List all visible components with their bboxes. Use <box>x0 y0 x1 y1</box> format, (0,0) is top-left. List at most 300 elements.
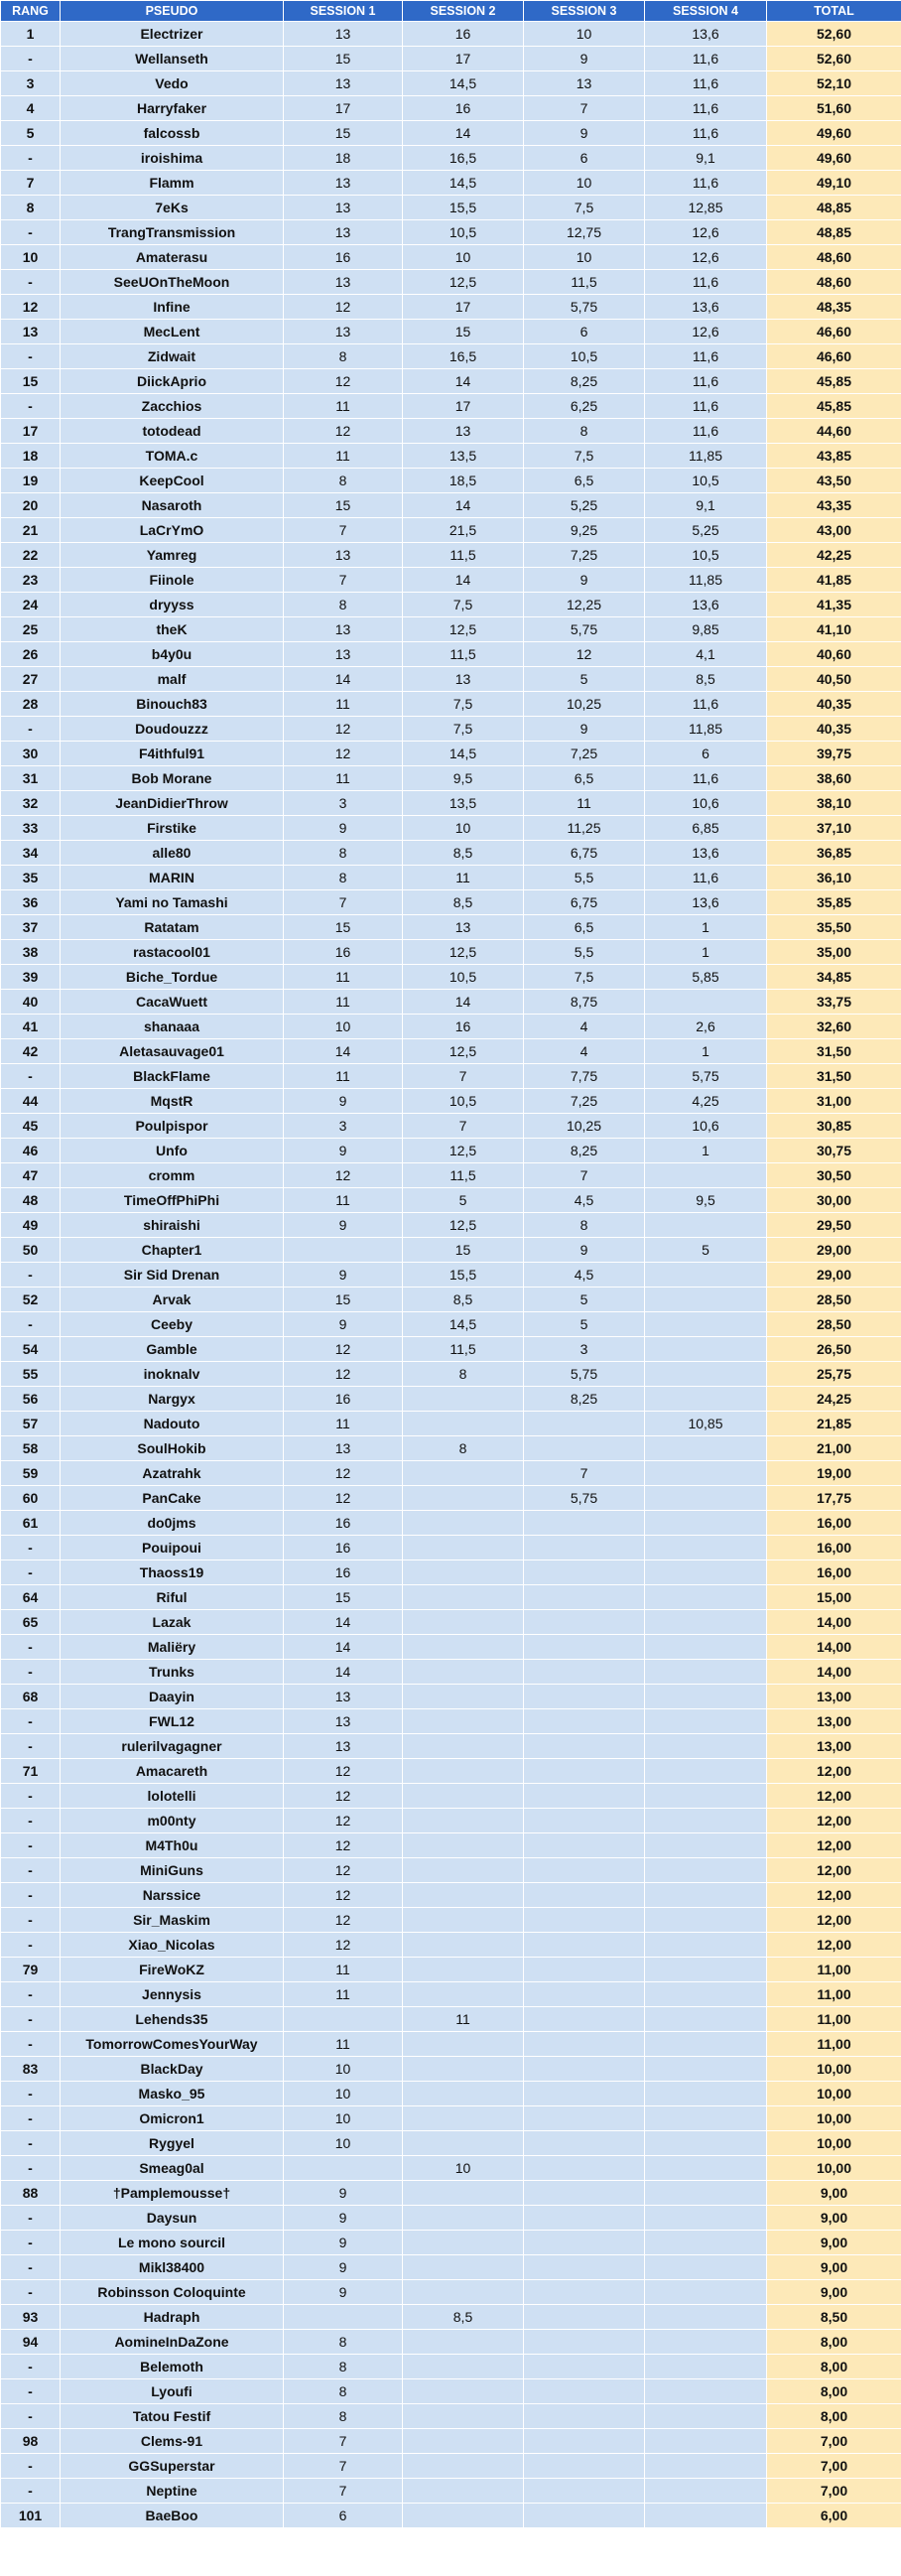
session-1-cell: 13 <box>284 270 403 295</box>
table-row <box>1 2255 901 2280</box>
pseudo-cell: Hadraph <box>61 2305 284 2330</box>
session-3-cell <box>524 2181 645 2206</box>
session-4-cell <box>645 1635 767 1660</box>
session-1-cell: 9 <box>284 1312 403 1337</box>
session-4-cell <box>645 1312 767 1337</box>
session-4-cell: 13,6 <box>645 593 767 617</box>
session-2-cell: 14 <box>403 990 524 1015</box>
pseudo-cell: Ceeby <box>61 1312 284 1337</box>
table-row <box>1 791 901 816</box>
rang-cell: 49 <box>1 1213 61 1238</box>
session-1-cell: 11 <box>284 1188 403 1213</box>
session-4-cell: 12,6 <box>645 245 767 270</box>
pseudo-cell: CacaWuett <box>61 990 284 1015</box>
session-2-cell: 12,5 <box>403 940 524 965</box>
table-row <box>1 1933 901 1958</box>
session-4-cell: 10,6 <box>645 791 767 816</box>
total-cell: 6,00 <box>767 2504 901 2528</box>
table-row <box>1 1709 901 1734</box>
session-2-cell: 9,5 <box>403 766 524 791</box>
session-1-cell: 9 <box>284 1213 403 1238</box>
rang-cell: 48 <box>1 1188 61 1213</box>
session-4-cell <box>645 2404 767 2429</box>
pseudo-cell: JeanDidierThrow <box>61 791 284 816</box>
rang-cell: 19 <box>1 469 61 493</box>
rang-cell: - <box>1 2007 61 2032</box>
total-cell: 8,00 <box>767 2404 901 2429</box>
session-2-cell <box>403 1660 524 1685</box>
session-4-cell <box>645 1436 767 1461</box>
session-2-cell <box>403 1709 524 1734</box>
pseudo-cell: Nargyx <box>61 1387 284 1412</box>
pseudo-cell: Nasaroth <box>61 493 284 518</box>
session-3-cell: 6,75 <box>524 841 645 866</box>
session-3-cell: 5,75 <box>524 1486 645 1511</box>
session-4-cell <box>645 1858 767 1883</box>
total-cell: 8,00 <box>767 2330 901 2355</box>
pseudo-cell: shiraishi <box>61 1213 284 1238</box>
total-cell: 32,60 <box>767 1015 901 1039</box>
session-2-cell <box>403 1560 524 1585</box>
session-1-cell: 11 <box>284 444 403 469</box>
table-row <box>1 469 901 493</box>
pseudo-cell: PanCake <box>61 1486 284 1511</box>
rang-cell: - <box>1 1883 61 1908</box>
pseudo-cell: Firstike <box>61 816 284 841</box>
total-cell: 44,60 <box>767 419 901 444</box>
pseudo-cell: alle80 <box>61 841 284 866</box>
session-3-cell: 7,25 <box>524 543 645 568</box>
session-1-cell: 13 <box>284 543 403 568</box>
pseudo-cell: Wellanseth <box>61 47 284 71</box>
table-row <box>1 1163 901 1188</box>
session-1-cell: 16 <box>284 940 403 965</box>
session-3-cell: 10,25 <box>524 1114 645 1139</box>
session-3-cell: 7,5 <box>524 196 645 220</box>
session-4-cell <box>645 2504 767 2528</box>
pseudo-cell: Daysun <box>61 2206 284 2231</box>
total-cell: 36,85 <box>767 841 901 866</box>
pseudo-cell: LaCrYmO <box>61 518 284 543</box>
session-2-cell: 14 <box>403 121 524 146</box>
rang-cell: 57 <box>1 1412 61 1436</box>
session-4-cell: 10,5 <box>645 543 767 568</box>
session-4-cell <box>645 1560 767 1585</box>
rang-cell: - <box>1 2032 61 2057</box>
pseudo-cell: Azatrahk <box>61 1461 284 1486</box>
session-4-cell <box>645 1809 767 1833</box>
table-row <box>1 47 901 71</box>
rang-cell: - <box>1 1933 61 1958</box>
session-4-cell: 11,6 <box>645 866 767 890</box>
table-row <box>1 890 901 915</box>
rang-cell: 60 <box>1 1486 61 1511</box>
session-3-cell <box>524 2156 645 2181</box>
rang-cell: 79 <box>1 1958 61 1982</box>
session-2-cell: 10,5 <box>403 220 524 245</box>
rang-cell: - <box>1 394 61 419</box>
session-3-cell <box>524 1784 645 1809</box>
pseudo-cell: Tatou Festif <box>61 2404 284 2429</box>
table-row <box>1 915 901 940</box>
rang-cell: - <box>1 1709 61 1734</box>
session-1-cell: 8 <box>284 841 403 866</box>
total-cell: 11,00 <box>767 1982 901 2007</box>
pseudo-cell: Robinsson Coloquinte <box>61 2280 284 2305</box>
session-1-cell: 9 <box>284 1263 403 1288</box>
session-2-cell: 11 <box>403 2007 524 2032</box>
rang-cell: 31 <box>1 766 61 791</box>
pseudo-cell: MecLent <box>61 320 284 344</box>
session-2-cell: 7,5 <box>403 692 524 717</box>
session-2-cell <box>403 1858 524 1883</box>
session-3-cell: 10,25 <box>524 692 645 717</box>
session-3-cell: 10 <box>524 245 645 270</box>
table-row <box>1 1114 901 1139</box>
table-row <box>1 1387 901 1412</box>
total-cell: 9,00 <box>767 2206 901 2231</box>
table-row <box>1 2206 901 2231</box>
session-4-cell: 1 <box>645 940 767 965</box>
table-row <box>1 2504 901 2528</box>
session-2-cell: 10 <box>403 2156 524 2181</box>
table-row <box>1 196 901 220</box>
table-row <box>1 642 901 667</box>
pseudo-cell: TrangTransmission <box>61 220 284 245</box>
pseudo-cell: Amacareth <box>61 1759 284 1784</box>
session-2-cell <box>403 2355 524 2379</box>
pseudo-cell: Neptine <box>61 2479 284 2504</box>
total-cell: 10,00 <box>767 2106 901 2131</box>
session-3-cell <box>524 2082 645 2106</box>
session-4-cell <box>645 1660 767 1685</box>
session-1-cell <box>284 2156 403 2181</box>
session-4-cell <box>645 2379 767 2404</box>
pseudo-cell: TimeOffPhiPhi <box>61 1188 284 1213</box>
session-3-cell: 9 <box>524 717 645 742</box>
session-3-cell <box>524 2379 645 2404</box>
total-cell: 40,50 <box>767 667 901 692</box>
session-3-cell: 8,25 <box>524 369 645 394</box>
total-cell: 7,00 <box>767 2454 901 2479</box>
total-cell: 48,35 <box>767 295 901 320</box>
session-1-cell: 11 <box>284 990 403 1015</box>
table-row <box>1 2032 901 2057</box>
rang-cell: 61 <box>1 1511 61 1536</box>
pseudo-cell: TomorrowComesYourWay <box>61 2032 284 2057</box>
table-row <box>1 419 901 444</box>
session-2-cell: 7 <box>403 1114 524 1139</box>
session-4-cell <box>645 2106 767 2131</box>
rang-cell: 58 <box>1 1436 61 1461</box>
session-3-cell: 6 <box>524 320 645 344</box>
pseudo-cell: rulerilvagagner <box>61 1734 284 1759</box>
session-2-cell <box>403 1387 524 1412</box>
total-cell: 43,00 <box>767 518 901 543</box>
pseudo-cell: do0jms <box>61 1511 284 1536</box>
session-2-cell: 13 <box>403 667 524 692</box>
session-3-cell <box>524 2255 645 2280</box>
session-3-cell <box>524 2305 645 2330</box>
session-2-cell: 10 <box>403 245 524 270</box>
session-3-cell <box>524 1933 645 1958</box>
rang-cell: 36 <box>1 890 61 915</box>
total-cell: 40,60 <box>767 642 901 667</box>
total-cell: 30,00 <box>767 1188 901 1213</box>
rang-cell: - <box>1 2082 61 2106</box>
pseudo-cell: Le mono sourcil <box>61 2231 284 2255</box>
session-1-cell: 7 <box>284 568 403 593</box>
pseudo-cell: Masko_95 <box>61 2082 284 2106</box>
rang-cell: 33 <box>1 816 61 841</box>
session-2-cell <box>403 1585 524 1610</box>
session-3-cell: 6,5 <box>524 766 645 791</box>
pseudo-cell: Gamble <box>61 1337 284 1362</box>
table-row <box>1 1685 901 1709</box>
session-4-cell: 13,6 <box>645 22 767 47</box>
session-3-cell <box>524 1908 645 1933</box>
pseudo-cell: †Pamplemousse† <box>61 2181 284 2206</box>
session-2-cell <box>403 1759 524 1784</box>
rang-cell: 44 <box>1 1089 61 1114</box>
total-cell: 15,00 <box>767 1585 901 1610</box>
rang-cell: - <box>1 2404 61 2429</box>
rang-cell: - <box>1 2454 61 2479</box>
rang-cell: 46 <box>1 1139 61 1163</box>
rang-cell: 13 <box>1 320 61 344</box>
session-1-cell: 8 <box>284 2355 403 2379</box>
session-4-cell <box>645 2355 767 2379</box>
session-2-cell <box>403 1536 524 1560</box>
table-row <box>1 2404 901 2429</box>
pseudo-cell: SeeUOnTheMoon <box>61 270 284 295</box>
session-3-cell <box>524 1511 645 1536</box>
session-2-cell <box>403 2280 524 2305</box>
session-3-cell: 7,25 <box>524 1089 645 1114</box>
header-session-4: SESSION 4 <box>645 1 767 22</box>
session-4-cell: 8,5 <box>645 667 767 692</box>
session-4-cell: 12,6 <box>645 320 767 344</box>
rang-cell: 25 <box>1 617 61 642</box>
session-4-cell <box>645 1759 767 1784</box>
session-2-cell <box>403 2454 524 2479</box>
pseudo-cell: malf <box>61 667 284 692</box>
header-session-1: SESSION 1 <box>284 1 403 22</box>
session-4-cell: 9,85 <box>645 617 767 642</box>
total-cell: 42,25 <box>767 543 901 568</box>
total-cell: 9,00 <box>767 2231 901 2255</box>
session-4-cell: 4,25 <box>645 1089 767 1114</box>
session-2-cell: 8 <box>403 1362 524 1387</box>
session-4-cell <box>645 1461 767 1486</box>
pseudo-cell: F4ithful91 <box>61 742 284 766</box>
session-3-cell: 6,25 <box>524 394 645 419</box>
pseudo-cell: Belemoth <box>61 2355 284 2379</box>
pseudo-cell: b4y0u <box>61 642 284 667</box>
table-row <box>1 295 901 320</box>
rang-cell: - <box>1 1734 61 1759</box>
pseudo-cell: shanaaa <box>61 1015 284 1039</box>
session-1-cell: 11 <box>284 766 403 791</box>
rang-cell: - <box>1 47 61 71</box>
session-1-cell: 12 <box>284 1908 403 1933</box>
rang-cell: 15 <box>1 369 61 394</box>
session-1-cell: 11 <box>284 1412 403 1436</box>
total-cell: 45,85 <box>767 394 901 419</box>
total-cell: 34,85 <box>767 965 901 990</box>
table-row <box>1 171 901 196</box>
session-2-cell: 17 <box>403 394 524 419</box>
session-2-cell: 14,5 <box>403 171 524 196</box>
table-row <box>1 1139 901 1163</box>
session-4-cell <box>645 1982 767 2007</box>
total-cell: 12,00 <box>767 1833 901 1858</box>
pseudo-cell: Daayin <box>61 1685 284 1709</box>
rang-cell: - <box>1 1809 61 1833</box>
session-1-cell: 7 <box>284 2454 403 2479</box>
session-4-cell: 11,85 <box>645 444 767 469</box>
pseudo-cell: Bob Morane <box>61 766 284 791</box>
session-2-cell: 17 <box>403 295 524 320</box>
rang-cell: 1 <box>1 22 61 47</box>
total-cell: 46,60 <box>767 320 901 344</box>
total-cell: 13,00 <box>767 1734 901 1759</box>
total-cell: 10,00 <box>767 2082 901 2106</box>
pseudo-cell: Arvak <box>61 1288 284 1312</box>
table-header <box>1 1 901 22</box>
table-row <box>1 220 901 245</box>
session-4-cell: 11,6 <box>645 692 767 717</box>
session-1-cell: 11 <box>284 1958 403 1982</box>
session-3-cell: 7 <box>524 1163 645 1188</box>
total-cell: 31,50 <box>767 1039 901 1064</box>
session-4-cell <box>645 1387 767 1412</box>
session-2-cell: 8,5 <box>403 841 524 866</box>
session-1-cell: 14 <box>284 1660 403 1685</box>
header-session-3: SESSION 3 <box>524 1 645 22</box>
pseudo-cell: lolotelli <box>61 1784 284 1809</box>
session-1-cell: 11 <box>284 692 403 717</box>
session-4-cell <box>645 1585 767 1610</box>
session-3-cell <box>524 2330 645 2355</box>
session-1-cell: 15 <box>284 1585 403 1610</box>
rang-cell: 5 <box>1 121 61 146</box>
pseudo-cell: theK <box>61 617 284 642</box>
total-cell: 9,00 <box>767 2255 901 2280</box>
total-cell: 28,50 <box>767 1312 901 1337</box>
rang-cell: - <box>1 1833 61 1858</box>
session-4-cell <box>645 990 767 1015</box>
table-row <box>1 940 901 965</box>
pseudo-cell: inoknalv <box>61 1362 284 1387</box>
table-row <box>1 2106 901 2131</box>
pseudo-cell: Jennysis <box>61 1982 284 2007</box>
pseudo-cell: Lazak <box>61 1610 284 1635</box>
rang-cell: 4 <box>1 96 61 121</box>
pseudo-cell: DiickAprio <box>61 369 284 394</box>
rang-cell: - <box>1 220 61 245</box>
session-1-cell: 12 <box>284 1883 403 1908</box>
session-4-cell <box>645 1263 767 1288</box>
rang-cell: - <box>1 2355 61 2379</box>
session-2-cell: 12,5 <box>403 617 524 642</box>
total-cell: 9,00 <box>767 2280 901 2305</box>
session-2-cell <box>403 2082 524 2106</box>
session-3-cell: 5,5 <box>524 866 645 890</box>
session-1-cell: 16 <box>284 1511 403 1536</box>
total-cell: 30,50 <box>767 1163 901 1188</box>
pseudo-cell: Trunks <box>61 1660 284 1685</box>
table-row <box>1 2007 901 2032</box>
table-row <box>1 965 901 990</box>
session-2-cell <box>403 1809 524 1833</box>
table-row <box>1 245 901 270</box>
session-3-cell <box>524 1958 645 1982</box>
session-2-cell <box>403 2131 524 2156</box>
session-2-cell <box>403 1958 524 1982</box>
session-2-cell <box>403 2404 524 2429</box>
pseudo-cell: Ratatam <box>61 915 284 940</box>
session-1-cell: 12 <box>284 419 403 444</box>
session-3-cell <box>524 2007 645 2032</box>
session-2-cell: 12,5 <box>403 1213 524 1238</box>
session-1-cell: 15 <box>284 915 403 940</box>
table-row <box>1 2305 901 2330</box>
session-3-cell: 4 <box>524 1039 645 1064</box>
total-cell: 8,00 <box>767 2355 901 2379</box>
session-3-cell <box>524 1436 645 1461</box>
header-rang: RANG <box>1 1 61 22</box>
total-cell: 13,00 <box>767 1709 901 1734</box>
session-3-cell: 8,75 <box>524 990 645 1015</box>
pseudo-cell: FireWoKZ <box>61 1958 284 1982</box>
total-cell: 35,50 <box>767 915 901 940</box>
rang-cell: 65 <box>1 1610 61 1635</box>
total-cell: 11,00 <box>767 1958 901 1982</box>
pseudo-cell: Sir_Maskim <box>61 1908 284 1933</box>
table-row <box>1 617 901 642</box>
session-2-cell: 11 <box>403 866 524 890</box>
session-4-cell: 6,85 <box>645 816 767 841</box>
rang-cell: 54 <box>1 1337 61 1362</box>
session-4-cell: 1 <box>645 1139 767 1163</box>
total-cell: 39,75 <box>767 742 901 766</box>
rang-cell: - <box>1 344 61 369</box>
table-row <box>1 1536 901 1560</box>
session-1-cell: 15 <box>284 121 403 146</box>
session-1-cell: 13 <box>284 642 403 667</box>
session-1-cell: 9 <box>284 2255 403 2280</box>
session-4-cell: 5,75 <box>645 1064 767 1089</box>
session-3-cell <box>524 2479 645 2504</box>
session-1-cell: 13 <box>284 22 403 47</box>
total-cell: 43,85 <box>767 444 901 469</box>
header-pseudo: PSEUDO <box>61 1 284 22</box>
session-1-cell: 12 <box>284 1163 403 1188</box>
session-4-cell <box>645 2255 767 2280</box>
session-3-cell <box>524 2131 645 2156</box>
table-row <box>1 270 901 295</box>
session-4-cell <box>645 1511 767 1536</box>
session-2-cell <box>403 1908 524 1933</box>
pseudo-cell: Fiinole <box>61 568 284 593</box>
total-cell: 12,00 <box>767 1933 901 1958</box>
session-3-cell: 6,75 <box>524 890 645 915</box>
total-cell: 30,75 <box>767 1139 901 1163</box>
session-3-cell <box>524 1734 645 1759</box>
pseudo-cell: Narssice <box>61 1883 284 1908</box>
session-1-cell: 9 <box>284 1139 403 1163</box>
